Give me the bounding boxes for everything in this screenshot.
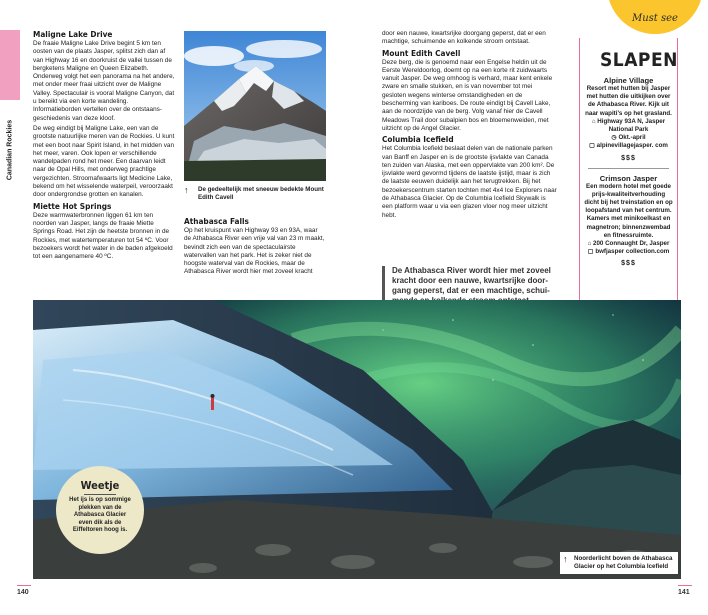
hotel-description: Een modern hotel met goede prijs-kwaliteitverhouding dicht bij het treinstation en op loopafstand van het centrum. Kamers met minikoelkast en magnetron; binnenzwembad en fitnessruimte.: [584, 182, 673, 239]
hotel-name: Alpine Village: [603, 76, 654, 85]
photo-caption-mountain: ↑ De gedeeltelijk met sneeuw bedekte Mount Edith Cavell: [184, 185, 324, 201]
photo-caption-glacier: ↑ Noorderlicht boven de Athabasca Glacier op het Columbia Icefield: [560, 552, 678, 574]
section-heading-athabasca-falls: Athabasca Falls: [184, 216, 249, 226]
text-column-1: [33, 30, 176, 263]
sidebar-divider: [588, 168, 669, 169]
paragraph: Deze warmwaterbronnen liggen 61 km ten noorden van Jasper, langs de fraaie Miette Springs Road. Het zijn de heetste bronnen in de Rockies, met watertemperaturen tot 54 ºC. Voor bezoekers wordt het water in de baden afgekoeld tot een aangenamere 40 ºC.: [33, 211, 173, 261]
paragraph: Het Columbia Icefield beslaat delen van de nationale parken van Banff en Jasper en is de grootste ijsvlakte van Canada ten zuiden van Alaska, met een oppervlakte van 200 km². De ijsvlakte werd gevormd tijdens de laatste ijstijd, maar is zich de laatste eeuwen duidelijk aan het terugtrekken. Bij het bezoekerscentrum starten tochten met 4x4 Ice Explorers naar de Athabasca Glacier. Op de Columbia Icefield Skywalk is een platform waar u via een glazen vloer nog meer uitzicht hebt.: [382, 145, 557, 219]
paragraph: Deze berg, die is genoemd naar een Engelse heldin uit de Eerste Wereldoorlog, doemt op na een korte rit zuidwaarts vanuit Jasper. De weg omhoog is verhard, maar kent enkele zware en smalle stukken, en is van november tot mei gesloten wegens winterse omstandigheden en de bescherming van kariboes. De route eindigt bij Cavell Lake, aan de noordzijde van de berg. Volg vanaf hier de Cavell Meadows Trail door subalpien bos en bloemenweiden, met uitzicht op de Angel Glacier.: [382, 58, 553, 132]
text-column-3: [382, 30, 558, 222]
hotel-website: ▢ bwfjasper collection.com: [587, 248, 670, 256]
hotel-name: Crimson Jasper: [599, 173, 658, 183]
hotel-website: ▢ alpinevillagejasper. com: [589, 142, 668, 150]
photo-mount-edith-cavell: [184, 31, 326, 181]
chapter-side-label: Canadian Rockies: [6, 119, 14, 181]
paragraph: door een nauwe, kwartsrijke doorgang geperst, dat er een machtige, schuimende en kolkende stroom ontstaat.: [382, 30, 546, 46]
section-heading-maligne: Maligne Lake Drive: [33, 29, 113, 39]
fact-divider: [84, 494, 116, 495]
section-heading-edith-cavell: Mount Edith Cavell: [382, 47, 461, 58]
fact-circle: [56, 466, 144, 554]
page-number-left: 140: [17, 589, 29, 596]
hotel-address: ⌂ Highway 93A N, Jasper National Park: [591, 117, 666, 134]
slapen-sidebar: [580, 38, 678, 345]
hotel-description: Resort met hutten bij Jasper met hutten die uitkijken over de Athabasca River. Kijk uit naar wapiti's op het grasland.: [585, 85, 672, 117]
price-indicator: $$$: [621, 154, 636, 162]
arrow-up-icon: ↑: [563, 554, 568, 564]
text-column-2: [184, 217, 326, 279]
fact-title: Weetje: [80, 479, 120, 492]
hotel-season: ◷ Okt.-april: [611, 134, 646, 142]
must-see-badge: Must see: [607, 0, 703, 34]
section-heading-miette: Miette Hot Springs: [33, 200, 112, 211]
paragraph: De weg eindigt bij Maligne Lake, een van de grootste natuurlijke meren van de Rockies. U kunt met een boot naar Spirit Island, in het midden van het meer, varen. Ook lopen er verschillende wandelpaden rond het meer. Een daarvan leidt naar de Opal Hills, met onderweg prachtige vergezichten. Stroomafwaarts ligt Medicine Lake, bekend om het wisselende waterpeil, veroorzaakt door ondergrondse grotten en kanalen.: [33, 124, 175, 199]
footer-rule-right: [678, 585, 692, 586]
arrow-up-icon: ↑: [184, 185, 189, 195]
pull-quote: De Athabasca River wordt hier met zoveel kracht door een nauwe, kwartsrijke doorgang geperst, dat er een machtige, schui: [382, 266, 558, 306]
paragraph: Op het kruispunt van Highway 93 en 93A, waar de Athabasca River een vrije val van 23 m maakt, bevindt zich een van de spectaculairste watervallen van het park. Het is zeker niet de hoogste waterval van de Rockies, maar de Athabasca River wordt hier met zoveel kracht: [184, 227, 325, 276]
price-indicator: $$$: [621, 260, 636, 268]
hotel-address: ⌂ 200 Connaught Dr, Jasper: [587, 240, 670, 248]
page-number-right: 141: [678, 589, 690, 596]
sidebar-title: SLAPEN: [600, 49, 678, 71]
footer-rule-left: [17, 585, 31, 586]
paragraph: De fraaie Maligne Lake Drive begint 5 km ten oosten van de plaats Jasper, splitst zich dan af van Highway 16 en doorkruist de vallei tussen de bergketens Maligne en Queen Elizabeth. Onderweg volgt het een panorama na het andere, met onder meer fraai uitzicht over de Maligne Valley. Spectaculair is vooral Maligne Canyon, dat u bereikt via een korte wandeling. Informatieborden vertellen over de ontstaansgeschiedenis van deze kloof.: [33, 40, 175, 122]
fact-text: Het ijs is op sommige plekken van de Athabasca Glacier even dik als de Eiffeltoren hoog is.: [69, 497, 131, 534]
chapter-color-tab: [0, 30, 20, 100]
section-heading-columbia-icefield: Columbia Icefield: [382, 134, 454, 145]
